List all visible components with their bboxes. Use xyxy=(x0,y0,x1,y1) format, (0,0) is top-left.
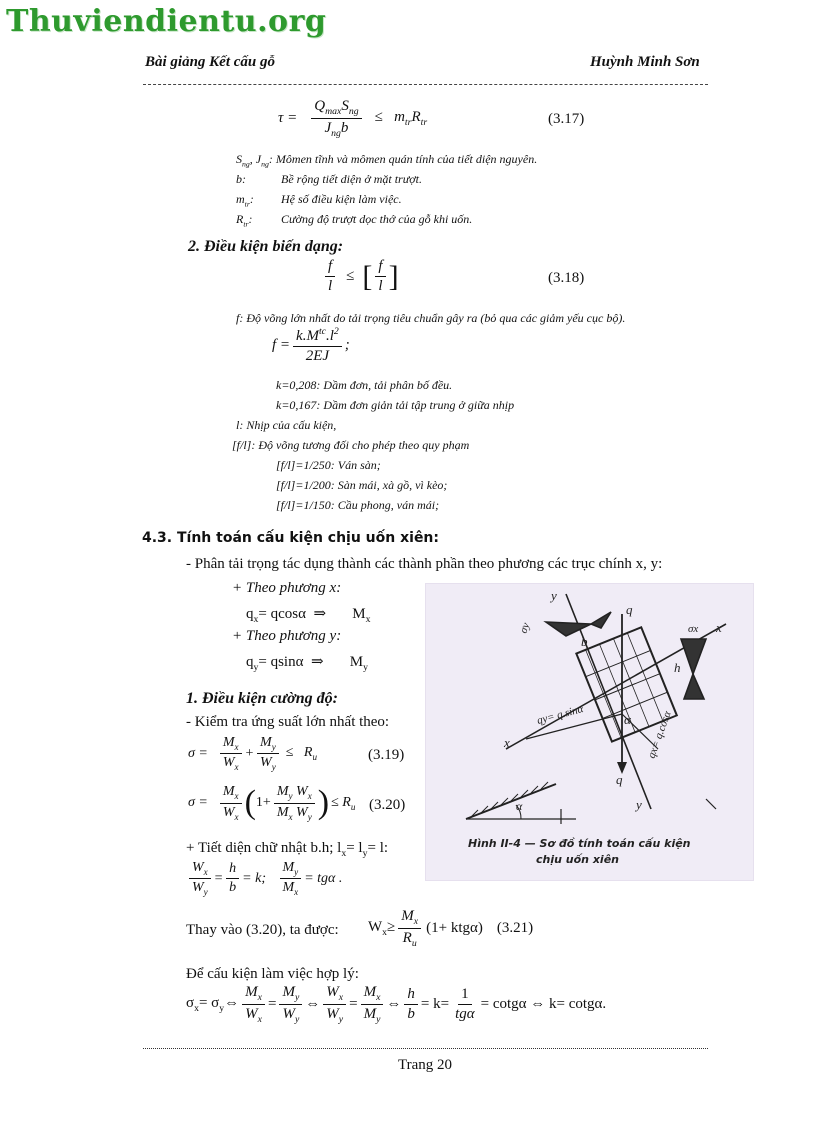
check-text: - Kiểm tra ứng suất lớn nhất theo: xyxy=(186,714,390,730)
label-y: y xyxy=(551,588,557,603)
sigma-x-diagram-bottom xyxy=(684,674,704,699)
qx-line: $q_x= qcos\alpha$ ⇒ $M_x$ xyxy=(246,606,371,625)
section-1-title: 1. Điều kiện cường độ: xyxy=(186,690,338,707)
def-rtr: $R_{tr}$: Cường độ trượt dọc thớ của gỗ khi uốn. xyxy=(236,212,473,229)
label-q: q xyxy=(626,602,633,617)
label-sigy: σy xyxy=(517,621,533,636)
optimal-formula: $\sigma_x=$ $\sigma_y\Leftrightarrow$ $\frac{M_x}{W_x}$ = $\frac{M_y}{W_y}$ ⇔ $\frac{W_x}{W_y}$ = $\frac{M_x}{M_y}$ ⇔ $\frac{h}{b}$ = k= $\frac{1}{\text{tgα}}$ = cotgα ⇔ k= cotgα. xyxy=(186,984,607,1026)
label-alpha: α xyxy=(624,712,631,727)
equation-3-18: $\frac{f}{l}$ ≤ [ $\frac{f}{l}$ ] xyxy=(322,258,399,296)
label-x-left: x xyxy=(504,735,510,750)
section-2-title: 2. Điều kiện biến dạng: xyxy=(188,238,344,255)
fl-definition: [f/l]: Độ võng tương đối cho phép theo quy phạm xyxy=(232,438,470,452)
equation-3-19: σ = $\frac{M_x}{W_x}$ + $\frac{M_y}{W_y}$ ≤ $R_u$ xyxy=(188,735,318,773)
def-sng: $S_{ng}$, $J_{ng}$: Mômen tĩnh và mômen quán tính của tiết diện nguyên. xyxy=(236,152,538,169)
eq-number-3-18: (3.18) xyxy=(548,270,585,286)
k-line-1: k=0,208: Dầm đơn, tải phân bố đều. xyxy=(276,378,453,392)
figure-caption-line-1: Hình II-4 — Sơ đồ tính toán cấu kiện xyxy=(468,837,691,850)
label-q-bottom: q xyxy=(616,772,623,787)
ratio-formula: $\frac{W_x}{W_y}$ = $\frac{h}{b}$ = k; $\frac{M_y}{M_x}$ = tgα . xyxy=(186,860,342,898)
equation-3-20: σ = $\frac{M_x}{W_x}$ ( 1+ $\frac{M_y W_x}{M_x W_y}$ ) ≤ $R_u$ xyxy=(188,784,356,822)
roof-slope-line xyxy=(466,784,556,819)
f-definition: f: Độ võng lớn nhất do tải trọng tiêu chuẩn gây ra (bỏ qua các giảm yếu cục bộ). xyxy=(236,311,626,325)
label-b: b xyxy=(581,634,588,649)
label-x: x xyxy=(716,620,722,635)
header-divider xyxy=(143,84,708,85)
substitute-text: Thay vào (3.20), ta được: xyxy=(186,922,339,938)
footer-divider xyxy=(143,1048,708,1049)
label-qx: qx= q.cosα xyxy=(645,709,674,761)
figure-caption-line-2: chịu uốn xiên xyxy=(536,853,619,866)
sigma-x-diagram-top xyxy=(681,639,706,674)
equation-3-21: $W_x\ge$ $\frac{M_x}{R_u}$ (1+ ktgα) (3.21) xyxy=(368,908,534,950)
figure-oblique-bending xyxy=(425,583,754,881)
def-mtr: $m_{tr}$: Hệ số điều kiện làm việc. xyxy=(236,192,402,209)
eq-number-3-17: (3.17) xyxy=(548,111,585,127)
optimal-text: Để cấu kiện làm việc hợp lý: xyxy=(186,966,359,982)
l-definition: l: Nhịp của cấu kiện, xyxy=(236,418,337,432)
label-alpha-slope: α xyxy=(516,799,523,813)
direction-x: + Theo phương x: xyxy=(232,580,342,596)
direction-y: + Theo phương y: xyxy=(232,628,342,644)
fl-value-2: [f/l]=1/200: Sàn mái, xà gồ, vì kèo; xyxy=(276,478,448,492)
equation-3-17: τ = $\frac{Q_{max}S_{ng}}{J_{ng}b}$ ≤ $m_{tr}R_{tr}$ xyxy=(278,98,428,140)
def-b: b: Bề rộng tiết diện ở mặt trượt. xyxy=(236,172,423,186)
site-logo: Thuviendientu.org xyxy=(6,4,327,39)
page-number: Trang 20 xyxy=(398,1057,453,1073)
label-qy: qy= q.sinα xyxy=(535,703,585,727)
f-formula: f = $\frac{k.M^{tc}.l^2}{2EJ}$ ; xyxy=(272,326,350,365)
section-4-3-title: 4.3. Tính toán cấu kiện chịu uốn xiên: xyxy=(142,530,440,546)
fl-value-1: [f/l]=1/250: Ván sàn; xyxy=(276,458,381,472)
eq-number-3-20: (3.20) xyxy=(369,797,406,813)
intro-text: - Phân tải trọng tác dụng thành các thành phần theo phương các trục chính x, y: xyxy=(186,556,663,572)
eq-number-3-19: (3.19) xyxy=(368,747,405,763)
label-h: h xyxy=(674,660,681,675)
qy-line: $q_y= qsin\alpha$ ⇒ $M_y$ xyxy=(246,654,368,673)
label-y-bottom: y xyxy=(636,797,642,812)
label-sigx: σx xyxy=(688,623,699,635)
figure-diagram xyxy=(426,584,753,880)
fl-value-3: [f/l]=1/150: Cầu phong, ván mái; xyxy=(276,498,440,512)
author-name: Huỳnh Minh Sơn xyxy=(590,54,700,70)
rect-section-text: + Tiết diện chữ nhật b.h; $l_x= l_y= l$: xyxy=(186,840,389,859)
course-title: Bài giảng Kết cấu gỗ xyxy=(145,54,276,70)
k-line-2: k=0,167: Dầm đơn giản tải tập trung ở giữa nhịp xyxy=(276,398,515,412)
